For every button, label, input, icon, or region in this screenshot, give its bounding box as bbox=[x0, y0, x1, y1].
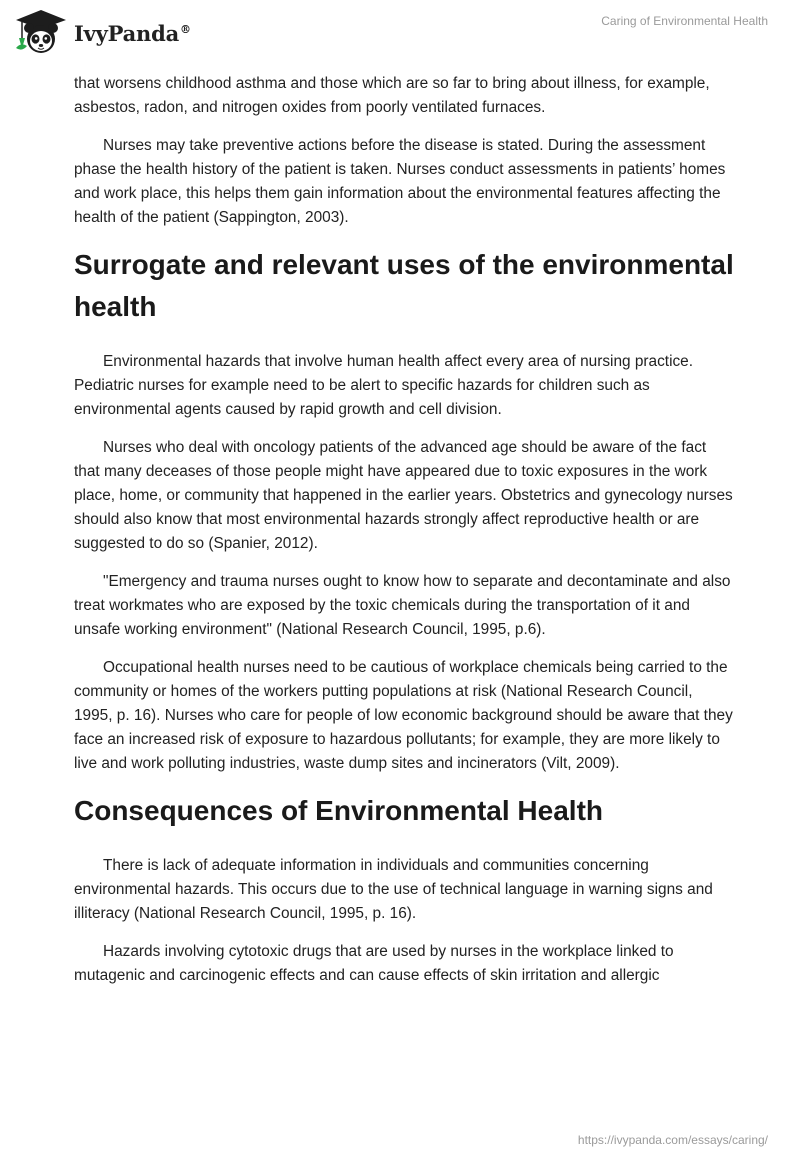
paragraph: Nurses who deal with oncology patients of the advanced age should be aware of the fact that many deceases of those people might have appeared due to toxic exposures in the work place, home, or community that happened in the earlier years. Obstetrics and gynecology nurses should also know that most environmental hazards strongly affect reproductive health or are suggested to do so (Spanier, 2012). bbox=[74, 439, 733, 552]
page-header bbox=[0, 0, 800, 60]
section-heading: Consequences of Environmental Health bbox=[74, 795, 603, 826]
paragraph: Hazards involving cytotoxic drugs that are used by nurses in the workplace linked to mutagenic and carcinogenic effects and can cause effects of skin irritation and allergic bbox=[74, 943, 674, 984]
source-url[interactable]: https://ivypanda.com/essays/caring/ bbox=[577, 1133, 768, 1147]
paragraph: Nurses may take preventive actions before the disease is stated. During the assessment phase the health history of the patient is taken. Nurses conduct assessments in patients’ homes and work place, this helps them gain information about the environmental features affecting the health of the patient (Sappington, 2003). bbox=[74, 137, 726, 226]
brand-name: IvyPanda® bbox=[74, 20, 191, 46]
document-title: Caring of Environmental Health bbox=[601, 14, 768, 28]
paragraph: There is lack of adequate information in individuals and communities concerning environmental hazards. This occurs due to the use of technical language in warning signs and illiteracy (National Research Council, 1995, p. 16). bbox=[74, 857, 713, 922]
paragraph: Occupational health nurses need to be cautious of workplace chemicals being carried to the community or homes of the workers putting populations at risk (National Research Council, 1995, p. 16). Nurses who care for people of low economic background should be aware that they face an increased risk of exposure to hazardous pollutants; for example, they are more likely to live and work polluting industries, waste dump sites and incinerators (Vilt, 2009). bbox=[74, 659, 733, 772]
panda-graduate-icon bbox=[14, 8, 68, 56]
ivypanda-logo[interactable] bbox=[14, 8, 191, 56]
paragraph: "Emergency and trauma nurses ought to know how to separate and decontaminate and also treat workmates who are exposed by the toxic chemicals during the transportation of it and unsafe working environment" (National Research Council, 1995, p.6). bbox=[74, 573, 731, 638]
paragraph-continued: that worsens childhood asthma and those which are so far to bring about illness, for example, asbestos, radon, and nitrogen oxides from poorly ventilated furnaces. bbox=[74, 75, 710, 116]
paragraph: Environmental hazards that involve human health affect every area of nursing practice. Pediatric nurses for example need to be alert to specific hazards for children such as environmental agents caused by rapid growth and cell division. bbox=[74, 353, 694, 418]
section-heading: Surrogate and relevant uses of the environmental health bbox=[74, 249, 734, 322]
essay-body bbox=[74, 72, 734, 1002]
